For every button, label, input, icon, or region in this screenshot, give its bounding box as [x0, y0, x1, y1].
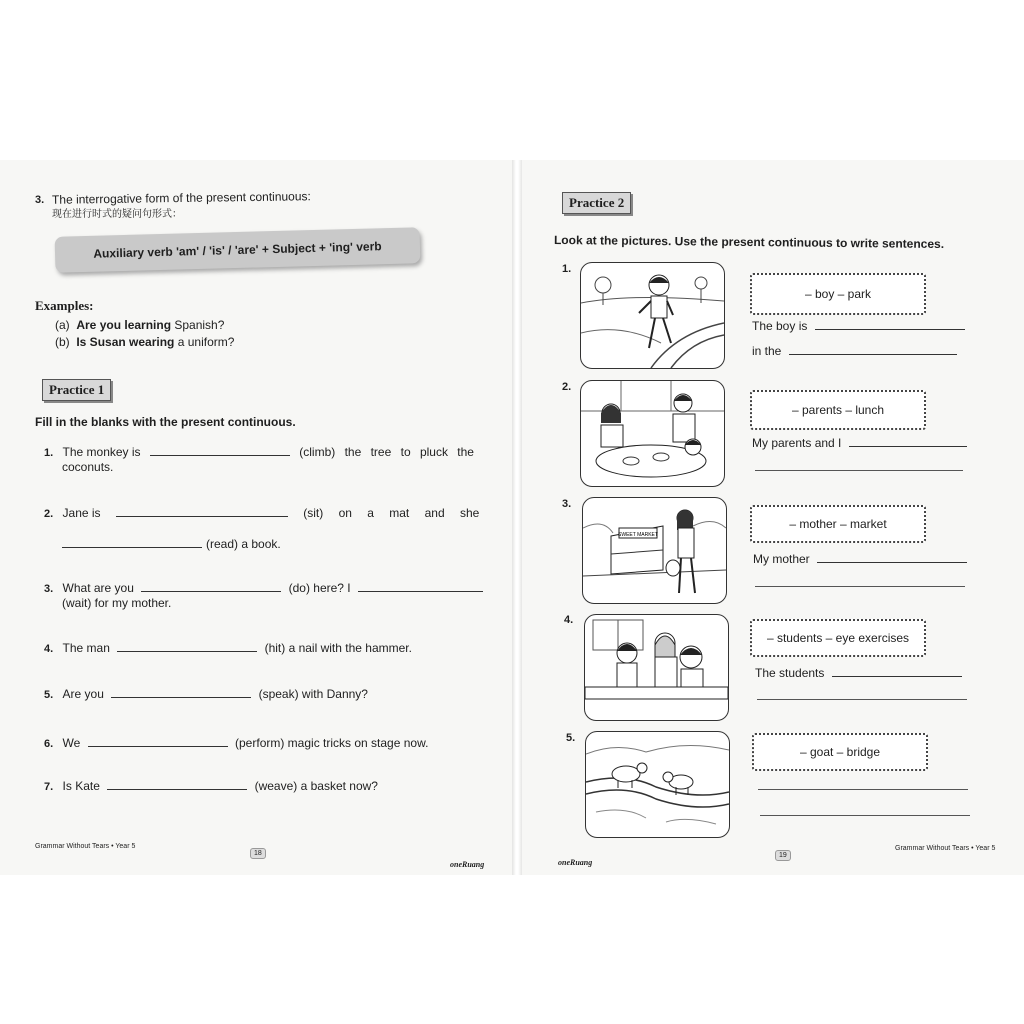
answer-line-5a[interactable]	[758, 789, 968, 790]
question-5	[44, 686, 368, 703]
answer-blank[interactable]	[88, 735, 228, 747]
answer-blank[interactable]	[107, 778, 247, 790]
answer-line-3a	[753, 551, 967, 567]
question-2-cont	[62, 536, 281, 552]
picture-number: 1.	[562, 263, 572, 275]
question-1-cont: coconuts.	[62, 460, 114, 474]
question-text: (hit) a nail with the hammer.	[264, 641, 412, 655]
goat-bridge-illustration	[586, 732, 729, 837]
question-text: We	[62, 736, 81, 750]
section-number: 3.	[35, 194, 45, 206]
publisher-logo-left: oneRuang	[450, 860, 485, 869]
question-text: (sit) on a mat and she	[303, 506, 480, 520]
question-4	[44, 640, 412, 657]
picture-number: 2.	[562, 381, 572, 393]
example-b	[55, 335, 234, 350]
question-number: 5.	[44, 689, 54, 701]
question-2	[44, 505, 479, 522]
practice-1-instruction: Fill in the blanks with the present continuous.	[35, 415, 296, 429]
parents-lunch-illustration	[581, 381, 724, 486]
question-1	[44, 444, 474, 461]
answer-blank[interactable]	[849, 435, 967, 447]
example-label: (b)	[55, 335, 70, 349]
question-text: (read) a book.	[206, 537, 281, 551]
answer-line-2a	[752, 435, 967, 451]
question-text: (perform) magic tricks on stage now.	[235, 736, 429, 750]
answer-blank[interactable]	[832, 665, 962, 677]
sentence-starter: My parents and I	[752, 436, 842, 450]
answer-line-5b[interactable]	[760, 815, 970, 816]
keyword-box-5	[752, 733, 928, 771]
answer-blank[interactable]	[817, 551, 967, 563]
answer-blank[interactable]	[116, 505, 288, 517]
answer-blank[interactable]	[150, 444, 290, 456]
sentence-starter: in the	[752, 344, 782, 358]
picture-number: 4.	[564, 614, 574, 626]
students-illustration	[585, 615, 728, 720]
picture-number: 5.	[566, 732, 576, 744]
picture-students-eye-exercises	[584, 614, 729, 721]
answer-blank[interactable]	[111, 686, 251, 698]
question-text: Is Kate	[62, 779, 100, 793]
answer-blank[interactable]	[117, 640, 257, 652]
picture-parents-lunch	[580, 380, 725, 487]
practice-2-badge: Practice 2	[562, 192, 631, 214]
book-gutter	[512, 160, 522, 875]
question-6	[44, 735, 428, 752]
question-number: 6.	[44, 738, 54, 750]
keywords: – boy – park	[804, 287, 872, 301]
sentence-starter: The students	[755, 666, 825, 680]
keywords: – goat – bridge	[799, 745, 881, 759]
example-question-bold: Is Susan wearing	[76, 335, 175, 349]
example-question-bold: Are you learning	[76, 318, 172, 332]
example-question-rest: a uniform?	[174, 335, 235, 349]
picture-goat-bridge	[585, 731, 730, 838]
keyword-box-3	[750, 505, 926, 543]
section-chinese-title: 现在进行时式的疑问句形式：	[52, 209, 182, 220]
shop-sign-text: SWEET MARKET	[618, 532, 658, 538]
footer-title-left: Grammar Without Tears • Year 5	[35, 843, 136, 850]
question-text: What are you	[62, 581, 134, 595]
keyword-box-2	[750, 390, 926, 430]
question-3-cont: (wait) for my mother.	[62, 596, 172, 610]
answer-blank[interactable]	[815, 318, 965, 330]
picture-mother-market	[582, 497, 727, 604]
example-a	[55, 318, 224, 333]
practice-1-badge: Practice 1	[42, 379, 111, 401]
question-text: The man	[62, 641, 110, 655]
sentence-starter: My mother	[753, 552, 810, 566]
answer-blank[interactable]	[358, 580, 483, 592]
question-text: (speak) with Danny?	[258, 687, 368, 701]
question-number: 4.	[44, 643, 54, 655]
answer-blank[interactable]	[62, 536, 202, 548]
question-3	[44, 580, 483, 597]
answer-line-3b[interactable]	[755, 586, 965, 587]
question-number: 7.	[44, 781, 54, 793]
question-7	[44, 778, 378, 795]
mother-market-illustration	[583, 498, 726, 603]
question-text: Are you	[62, 687, 104, 701]
answer-line-4b[interactable]	[757, 699, 967, 700]
publisher-logo-right: oneRuang	[558, 858, 593, 867]
answer-line-1a	[752, 318, 965, 334]
keywords: – mother – market	[789, 517, 887, 531]
example-question-rest: Spanish?	[171, 318, 225, 332]
keyword-box-1	[750, 273, 926, 315]
question-number: 3.	[44, 583, 54, 595]
question-text: (climb) the tree to pluck the	[299, 445, 474, 459]
question-text: (do) here? I	[288, 581, 351, 595]
page-number-right: 19	[775, 850, 791, 861]
question-text: The monkey is	[62, 445, 141, 459]
answer-blank[interactable]	[141, 580, 281, 592]
answer-blank[interactable]	[789, 343, 957, 355]
question-number: 2.	[44, 508, 54, 520]
picture-boy-park	[580, 262, 725, 369]
question-number: 1.	[44, 447, 54, 459]
footer-title-right: Grammar Without Tears • Year 5	[895, 845, 996, 852]
answer-line-1b	[752, 343, 957, 359]
answer-line-4a	[755, 665, 962, 681]
answer-line-2b[interactable]	[755, 470, 963, 471]
keywords: – students – eye exercises	[766, 631, 910, 645]
keyword-box-4	[750, 619, 926, 657]
example-label: (a)	[55, 318, 70, 332]
sentence-starter: The boy is	[752, 319, 808, 333]
examples-heading: Examples:	[35, 298, 94, 313]
keywords: – parents – lunch	[791, 403, 885, 417]
section-title: The interrogative form of the present continuous:	[51, 189, 311, 207]
page-number-left: 18	[250, 848, 266, 859]
question-text: Jane is	[62, 506, 101, 520]
picture-number: 3.	[562, 498, 572, 510]
question-text: (weave) a basket now?	[254, 779, 378, 793]
boy-park-illustration	[581, 263, 724, 368]
practice-2-instruction: Look at the pictures. Use the present continuous to write sentences.	[553, 232, 945, 252]
formula-text: Auxiliary verb 'am' / 'is' / 'are' + Subject + 'ing' verb	[93, 239, 382, 261]
